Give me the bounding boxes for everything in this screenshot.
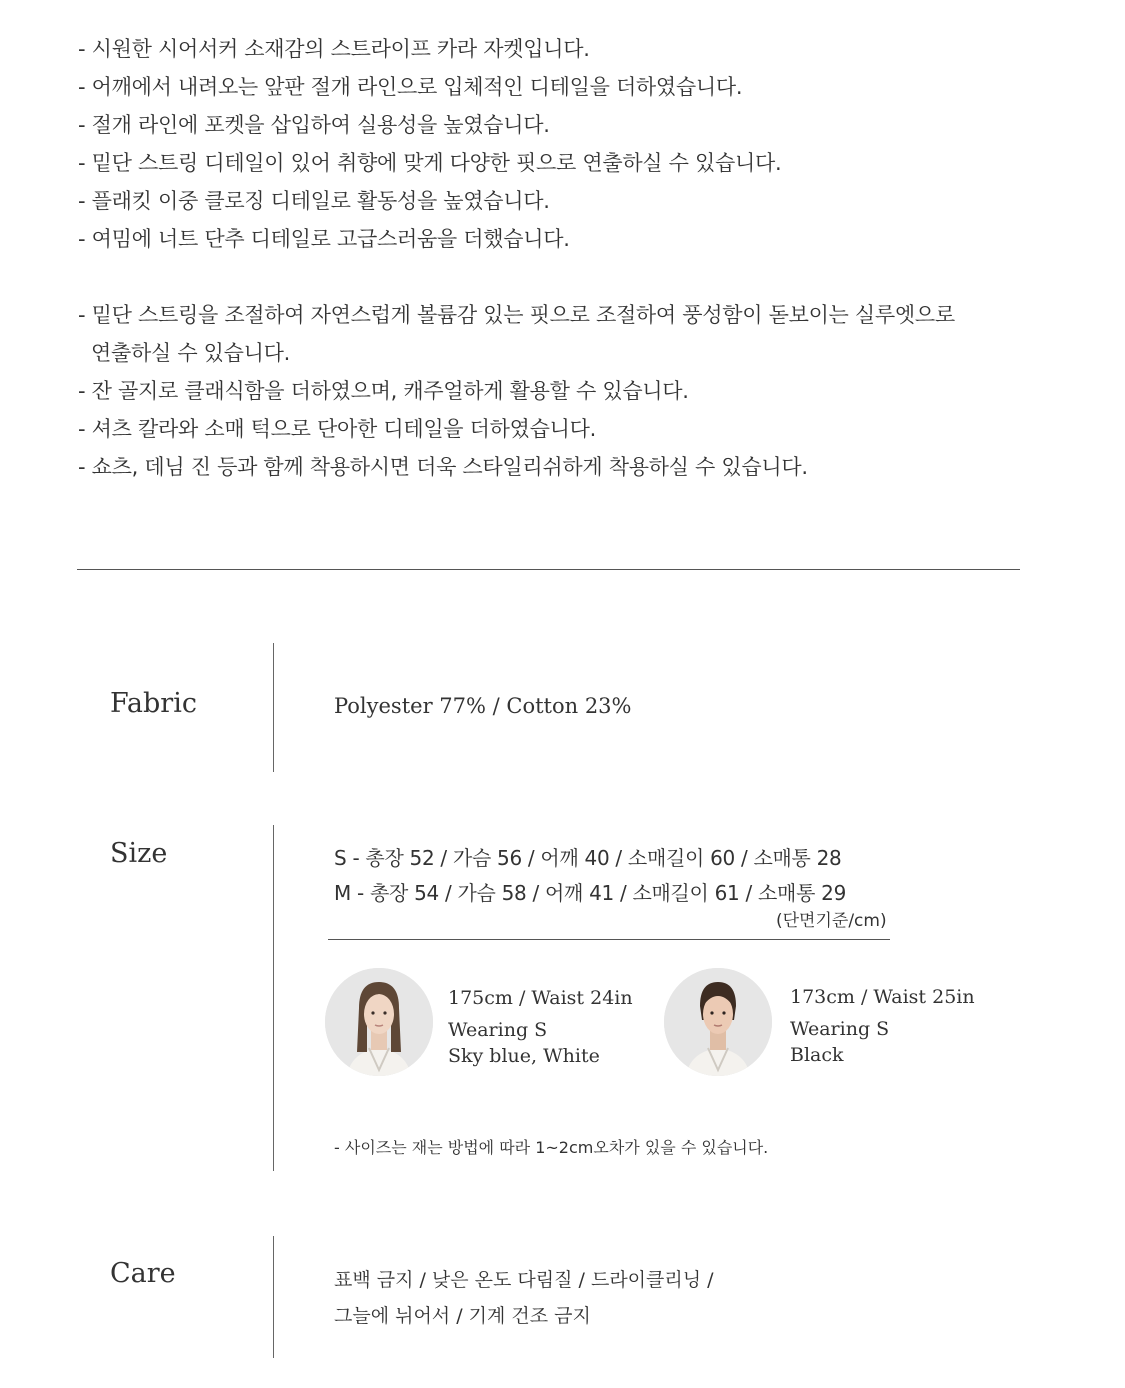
description-line: - 시원한 시어서커 소재감의 스트라이프 카라 자켓입니다.	[78, 37, 590, 61]
section-divider	[77, 569, 1020, 570]
care-line: 그늘에 뉘어서 / 기계 건조 금지	[334, 1305, 591, 1327]
description-spacer	[78, 258, 1068, 296]
model-1-measure: 175cm / Waist 24in	[448, 987, 633, 1009]
size-row-s: S - 총장 52 / 가슴 56 / 어깨 40 / 소매길이 60 / 소매통 28	[334, 846, 842, 870]
product-description	[78, 30, 1068, 486]
model-2-avatar	[664, 968, 772, 1076]
description-line: - 셔츠 칼라와 소매 턱으로 단아한 디테일을 더하였습니다.	[78, 417, 596, 441]
model-2-info	[790, 982, 975, 1070]
fabric-value: Polyester 77% / Cotton 23%	[334, 694, 632, 718]
description-line: - 여밈에 너트 단추 디테일로 고급스러움을 더했습니다.	[78, 227, 570, 251]
size-row-m: M - 총장 54 / 가슴 58 / 어깨 41 / 소매길이 61 / 소매통 29	[334, 881, 846, 905]
description-line: - 잔 골지로 클래식함을 더하였으며, 캐주얼하게 활용할 수 있습니다.	[78, 379, 689, 403]
description-line: - 쇼츠, 데님 진 등과 함께 착용하시면 더욱 스타일리쉬하게 착용하실 수 있습니다.	[78, 455, 808, 479]
description-line: - 밑단 스트링을 조절하여 자연스럽게 볼륨감 있는 핏으로 조절하여 풍성함이 돋보이는 실루엣으로	[78, 303, 955, 327]
description-line: - 절개 라인에 포켓을 삽입하여 실용성을 높였습니다.	[78, 113, 550, 137]
size-unit-note: (단면기준/cm)	[776, 911, 887, 931]
model-1-wearing: Wearing S	[448, 1019, 548, 1041]
size-divider	[273, 825, 274, 1171]
fabric-divider	[273, 643, 274, 772]
model-1-colors: Sky blue, White	[448, 1045, 600, 1067]
description-line: 연출하실 수 있습니다.	[91, 341, 290, 365]
care-label: Care	[110, 1258, 176, 1289]
description-line: - 플래킷 이중 클로징 디테일로 활동성을 높였습니다.	[78, 189, 550, 213]
care-instructions	[334, 1262, 714, 1334]
model-2-wearing: Wearing S	[790, 1018, 890, 1040]
size-disclaimer: - 사이즈는 재는 방법에 따라 1~2cm오차가 있을 수 있습니다.	[334, 1138, 769, 1157]
care-line: 표백 금지 / 낮은 온도 다림질 / 드라이클리닝 /	[334, 1269, 714, 1291]
model-2-colors: Black	[790, 1044, 844, 1066]
description-line: - 어깨에서 내려오는 앞판 절개 라인으로 입체적인 디테일을 더하였습니다.	[78, 75, 743, 99]
size-rule	[328, 939, 890, 940]
fabric-label: Fabric	[110, 688, 197, 719]
care-divider	[273, 1236, 274, 1358]
model-2-measure: 173cm / Waist 25in	[790, 986, 975, 1008]
model-1-avatar	[325, 968, 433, 1076]
size-label: Size	[110, 838, 168, 869]
description-line: - 밑단 스트링 디테일이 있어 취향에 맞게 다양한 핏으로 연출하실 수 있습니다.	[78, 151, 782, 175]
model-1-info	[448, 983, 633, 1071]
